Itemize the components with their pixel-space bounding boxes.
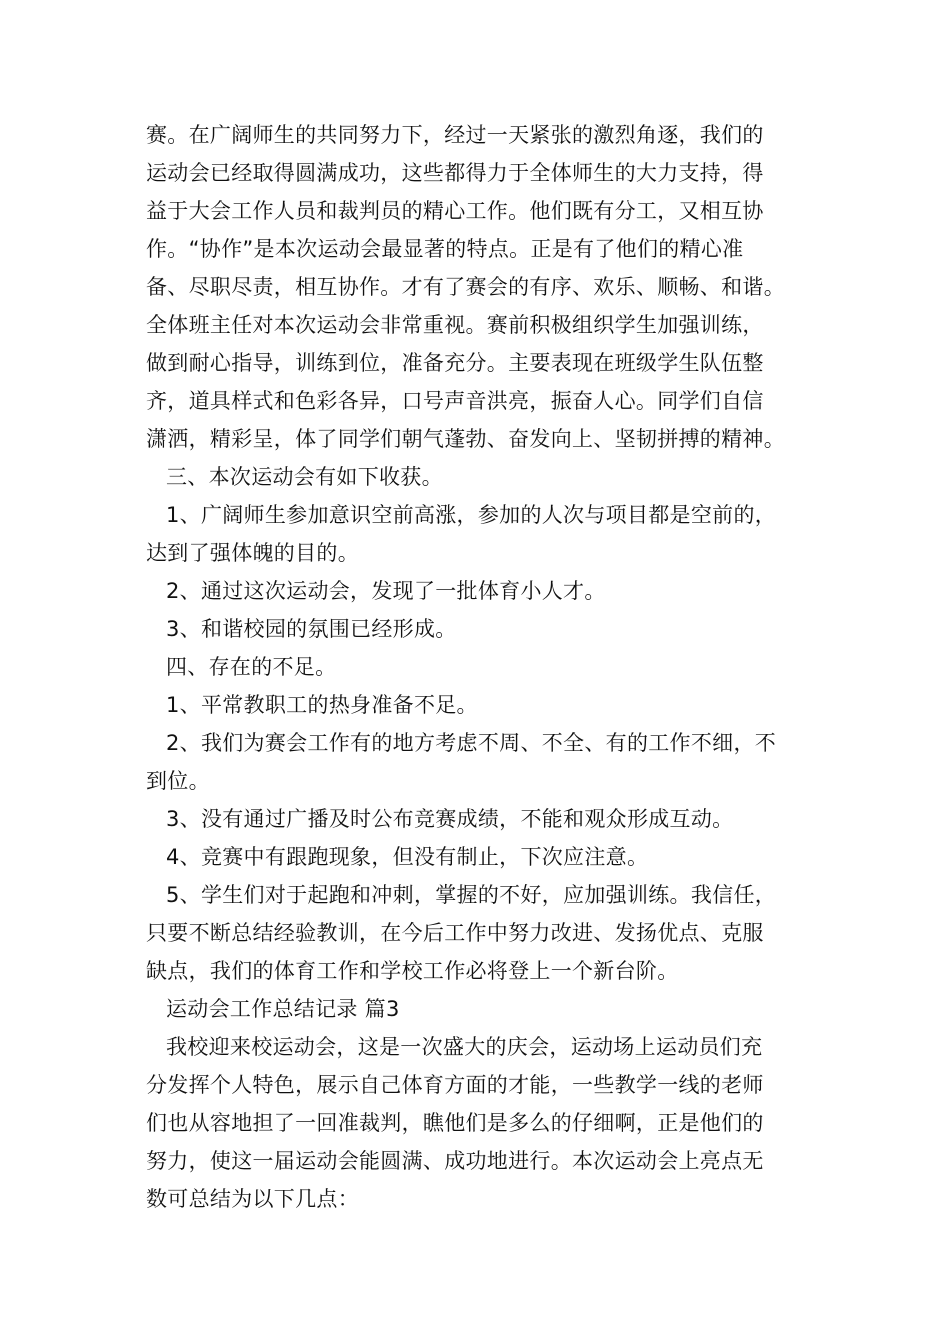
text-line: 2、我们为赛会工作有的地方考虑不周、不全、有的工作不细，不	[166, 731, 777, 755]
text-line: 缺点，我们的体育工作和学校工作必将登上一个新台阶。	[146, 959, 679, 983]
text-line: 四、存在的不足。	[166, 655, 337, 679]
text-line: 5、学生们对于起跑和冲刺，掌握的不好，应加强训练。我信任，	[166, 883, 777, 907]
text-line: 三、本次运动会有如下收获。	[166, 465, 443, 489]
text-line: 达到了强体魄的目的。	[146, 541, 359, 565]
text-line: 3、没有通过广播及时公布竞赛成绩，不能和观众形成互动。	[166, 807, 734, 831]
text-line: 齐，道具样式和色彩各异，口号声音洪亮，振奋人心。同学们自信	[146, 389, 764, 413]
text-line: 1、广阔师生参加意识空前高涨，参加的人次与项目都是空前的，	[166, 503, 777, 527]
text-line: 备、尽职尽责，相互协作。才有了赛会的有序、欢乐、顺畅、和谐。	[146, 275, 785, 299]
text-line: 4、竞赛中有跟跑现象，但没有制止，下次应注意。	[166, 845, 649, 869]
text-line: 作。“协作”是本次运动会最显著的特点。正是有了他们的精心准	[146, 237, 744, 261]
text-line: 运动会已经取得圆满成功，这些都得力于全体师生的大力支持，得	[146, 161, 764, 185]
text-line: 到位。	[146, 769, 210, 793]
document-body	[146, 116, 816, 1218]
text-line: 1、平常教职工的热身准备不足。	[166, 693, 478, 717]
text-line: 做到耐心指导，训练到位，准备充分。主要表现在班级学生队伍整	[146, 351, 764, 375]
text-line: 努力，使这一届运动会能圆满、成功地进行。本次运动会上亮点无	[146, 1149, 764, 1173]
text-line: 分发挥个人特色，展示自己体育方面的才能，一些教学一线的老师	[146, 1073, 764, 1097]
text-line: 全体班主任对本次运动会非常重视。赛前积极组织学生加强训练，	[146, 313, 764, 337]
text-line: 运动会工作总结记录 篇3	[166, 997, 400, 1021]
text-line: 只要不断总结经验教训，在今后工作中努力改进、发扬优点、克服	[146, 921, 764, 945]
text-line: 我校迎来校运动会，这是一次盛大的庆会，运动场上运动员们充	[166, 1035, 763, 1059]
text-line: 3、和谐校园的氛围已经形成。	[166, 617, 457, 641]
text-line: 赛。在广阔师生的共同努力下，经过一天紧张的激烈角逐，我们的	[146, 123, 764, 147]
text-line: 数可总结为以下几点：	[146, 1187, 359, 1211]
text-line: 们也从容地担了一回准裁判，瞧他们是多么的仔细啊，正是他们的	[146, 1111, 764, 1135]
text-line: 潇洒，精彩呈，体了同学们朝气蓬勃、奋发向上、坚韧拼搏的精神。	[146, 427, 785, 451]
text-line: 2、通过这次运动会，发现了一批体育小人才。	[166, 579, 606, 603]
text-line: 益于大会工作人员和裁判员的精心工作。他们既有分工，又相互协	[146, 199, 764, 223]
